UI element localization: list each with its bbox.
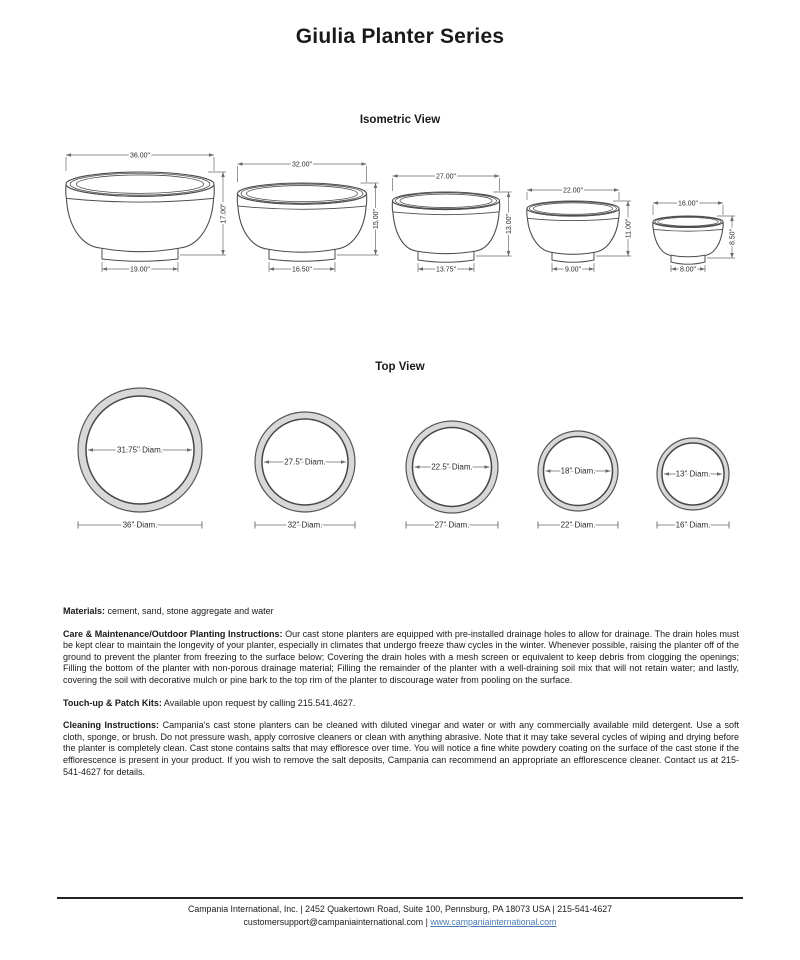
touch-up-text: Available upon request by calling 215.541.4627. [163, 697, 356, 708]
materials-line [63, 606, 739, 618]
svg-text:17.00": 17.00" [220, 203, 228, 224]
planter-iso-22-inch [527, 187, 633, 273]
svg-text:32" Diam.: 32" Diam. [287, 520, 323, 530]
cleaning-label: Cleaning Instructions: [63, 720, 160, 731]
footer-rule [57, 897, 743, 899]
touch-up-label: Touch-up & Patch Kits: [63, 697, 162, 708]
planter-top-16-inch [657, 438, 729, 530]
planter-top-32-inch [255, 412, 355, 530]
svg-text:13.75": 13.75" [435, 266, 457, 274]
care-instructions [63, 629, 739, 687]
svg-text:32.00": 32.00" [291, 161, 313, 169]
svg-text:19.00": 19.00" [129, 266, 151, 274]
svg-text:8.00": 8.00" [679, 266, 697, 274]
svg-text:15.00": 15.00" [372, 208, 380, 230]
svg-text:16" Diam.: 16" Diam. [675, 520, 711, 530]
planter-iso-16-inch [653, 200, 737, 273]
svg-text:13" Diam.: 13" Diam. [675, 469, 711, 479]
footer-email: customersupport@campaniainternational.com [243, 917, 424, 927]
page-title: Giulia Planter Series [295, 25, 505, 48]
svg-text:36.00": 36.00" [129, 152, 151, 160]
svg-text:27" Diam.: 27" Diam. [434, 520, 470, 530]
svg-text:27.00": 27.00" [435, 173, 457, 181]
svg-text:36" Diam.: 36" Diam. [122, 520, 158, 530]
planter-top-36-inch [78, 388, 202, 530]
planter-iso-27-inch [392, 173, 513, 273]
svg-text:22.5" Diam.: 22.5" Diam. [431, 462, 473, 472]
planter-top-22-inch [538, 431, 618, 530]
svg-text:16.50": 16.50" [291, 266, 313, 274]
footer-divider: | [423, 917, 431, 927]
touch-up-line [63, 698, 739, 710]
footer [57, 897, 743, 929]
svg-text:11.00": 11.00" [625, 218, 633, 239]
materials-label: Materials: [63, 606, 106, 616]
materials-text: cement, sand, stone aggregate and water [107, 606, 274, 616]
svg-text:22.00": 22.00" [562, 187, 584, 195]
instructions-block [63, 606, 739, 789]
svg-text:31.75" Diam.: 31.75" Diam. [117, 445, 163, 455]
cleaning-text: Campania’s cast stone planters can be cleaned with diluted vinegar and water or with any commercially available mild detergent. Use a soft cloth, sponge, or brush. Do not pressure wash, apply corrosive cleaners or clean with anything abrasive. Note that it may take several cycles of wiping and drying before the planter is completely clean. Cast stone contains salts that may effloresce over time. You will notice a fine white powdery coating on the surface of the cast stone if the efflorescence is present in your product. If you wish to remove the salt deposits, Campania can recommend an appropriate an efflorescence cleaner. Contact us at 215-541-4627 for details. [63, 720, 739, 777]
cleaning-instructions [63, 720, 739, 778]
svg-text:27.5" Diam.: 27.5" Diam. [284, 457, 326, 467]
planter-top-27-inch [406, 421, 498, 530]
footer-website-link[interactable]: www.campaniainternational.com [430, 917, 557, 927]
footer-contact-line [57, 916, 743, 929]
care-text: Our cast stone planters are equipped with pre-installed drainage holes to allow for drainage. The drain holes must be kept clear to maintain the longevity of your planter, especially in climates that undergo freeze thaw cycles in the winter. Whenever possible, raising the planter off of the ground to prevent the planter from freezing to the surface below; Covering the drain holes with a mesh screen or equivalent to keep debris from clogging the openings; Filling the bottom of the planter with non-porous drainage material; Filling the remainder of the planter with a well-draining soil mix that will not retain water; and lastly, covering the soil with decorative mulch or pine bark to the top rim of the planter to discourage water from pooling on the surface. [63, 628, 739, 685]
svg-text:16.00": 16.00" [677, 200, 699, 208]
svg-text:22" Diam.: 22" Diam. [560, 520, 596, 530]
svg-text:8.50": 8.50" [729, 228, 737, 246]
isometric-view-heading: Isometric View [359, 114, 441, 126]
svg-text:13.00": 13.00" [505, 213, 513, 235]
isometric-view-drawing [66, 152, 737, 273]
svg-text:18" Diam.: 18" Diam. [560, 466, 596, 476]
top-view-heading: Top View [375, 361, 425, 373]
svg-text:9.00": 9.00" [564, 266, 582, 274]
planter-iso-32-inch [237, 161, 380, 273]
care-label: Care & Maintenance/Outdoor Planting Instructions: [63, 628, 283, 639]
top-view-drawing [78, 388, 729, 530]
footer-address-line: Campania International, Inc. | 2452 Quakertown Road, Suite 100, Pennsburg, PA 18073 USA | 215-541-4627 [187, 904, 612, 914]
planter-iso-36-inch [66, 152, 228, 273]
